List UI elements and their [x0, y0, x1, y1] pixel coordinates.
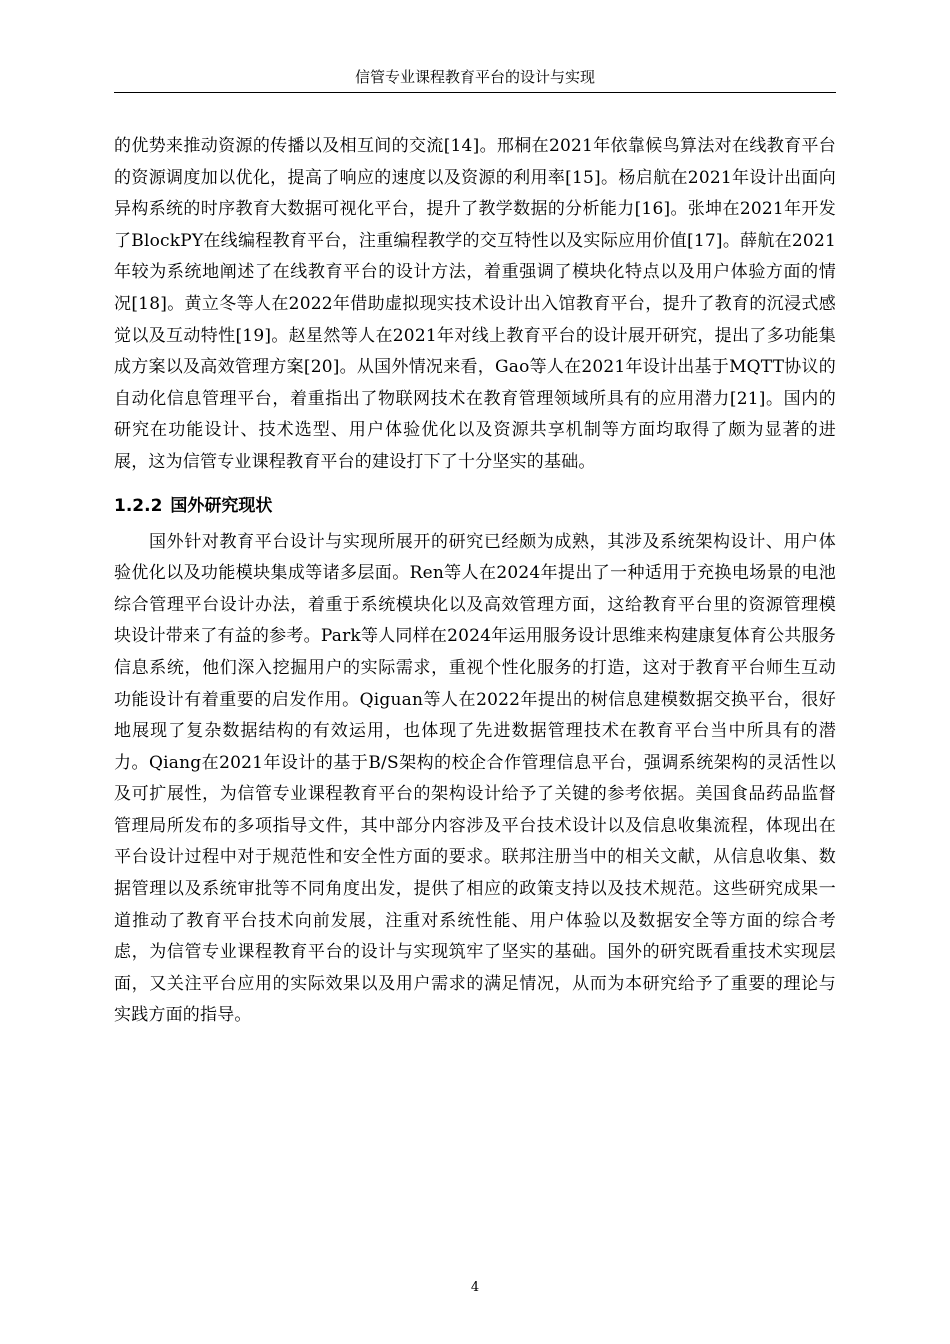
body-paragraph-1: 的优势来推动资源的传播以及相互间的交流[14]。邢桐在2021年依靠候鸟算法对在线教育平台的资源调度加以优化，提高了响应的速度以及资源的利用率[15]。杨启航在2021年设计出面向异构系统的时序教育大数据可视化平台，提升了教学数据的分析能力[16]。张坤在2021年开发了BlockPY在线编程教育平台，注重编程教学的交互特性以及实际应用价值[17]。薛航在2021年较为系统地阐述了在线教育平台的设计方法，着重强调了模块化特点以及用户体验方面的情况[18]。黄立冬等人在2022年借助虚拟现实技术设计出入馆教育平台，提升了教育的沉浸式感觉以及互动特性[19]。赵星然等人在2021年对线上教育平台的设计展开研究，提出了多功能集成方案以及高效管理方案[20]。从国外情况来看，Gao等人在2021年设计出基于MQTT协议的自动化信息管理平台，着重指出了物联网技术在教育管理领域所具有的应用潜力[21]。国内的研究在功能设计、技术选型、用户体验优化以及资源共享机制等方面均取得了颇为显著的进展，这为信管专业课程教育平台的建设打下了十分坚实的基础。	[114, 136, 836, 472]
section-heading	[114, 479, 836, 527]
body-paragraph-2: 国外针对教育平台设计与实现所展开的研究已经颇为成熟，其涉及系统架构设计、用户体验优化以及功能模块集成等诸多层面。Ren等人在2024年提出了一种适用于充换电场景的电池综合管理平台设计办法，着重于系统模块化以及高效管理方面，这给教育平台里的资源管理模块设计带来了有益的参考。Park等人同样在2024年运用服务设计思维来构建康复体育公共服务信息系统，他们深入挖掘用户的实际需求，重视个性化服务的打造，这对于教育平台师生互动功能设计有着重要的启发作用。Qiguan等人在2022年提出的树信息建模数据交换平台，很好地展现了复杂数据结构的有效运用，也体现了先进数据管理技术在教育平台当中所具有的潜力。Qiang在2021年设计的基于B/S架构的校企合作管理信息平台，强调系统架构的灵活性以及可扩展性，为信管专业课程教育平台的架构设计给予了关键的参考依据。美国食品药品监督管理局所发布的多项指导文件，其中部分内容涉及平台技术设计以及信息收集流程，体现出在平台设计过程中对于规范性和安全性方面的要求。联邦注册当中的相关文献，从信息收集、数据管理以及系统审批等不同角度出发，提供了相应的政策支持以及技术规范。这些研究成果一道推动了教育平台技术向前发展，注重对系统性能、用户体验以及数据安全等方面的综合考虑，为信管专业课程教育平台的设计与实现筑牢了坚实的基础。国外的研究既看重技术实现层面，又关注平台应用的实际效果以及用户需求的满足情况，从而为本研究给予了重要的理论与实践方面的指导。	[114, 531, 836, 1026]
section-title: 国外研究现状	[170, 495, 273, 516]
header-title: 信管专业课程教育平台的设计与实现	[354, 68, 595, 86]
section-number: 1.2.2	[114, 495, 163, 516]
page-header	[114, 64, 836, 93]
document-body	[114, 131, 836, 1032]
page-number: 4	[470, 1280, 480, 1295]
